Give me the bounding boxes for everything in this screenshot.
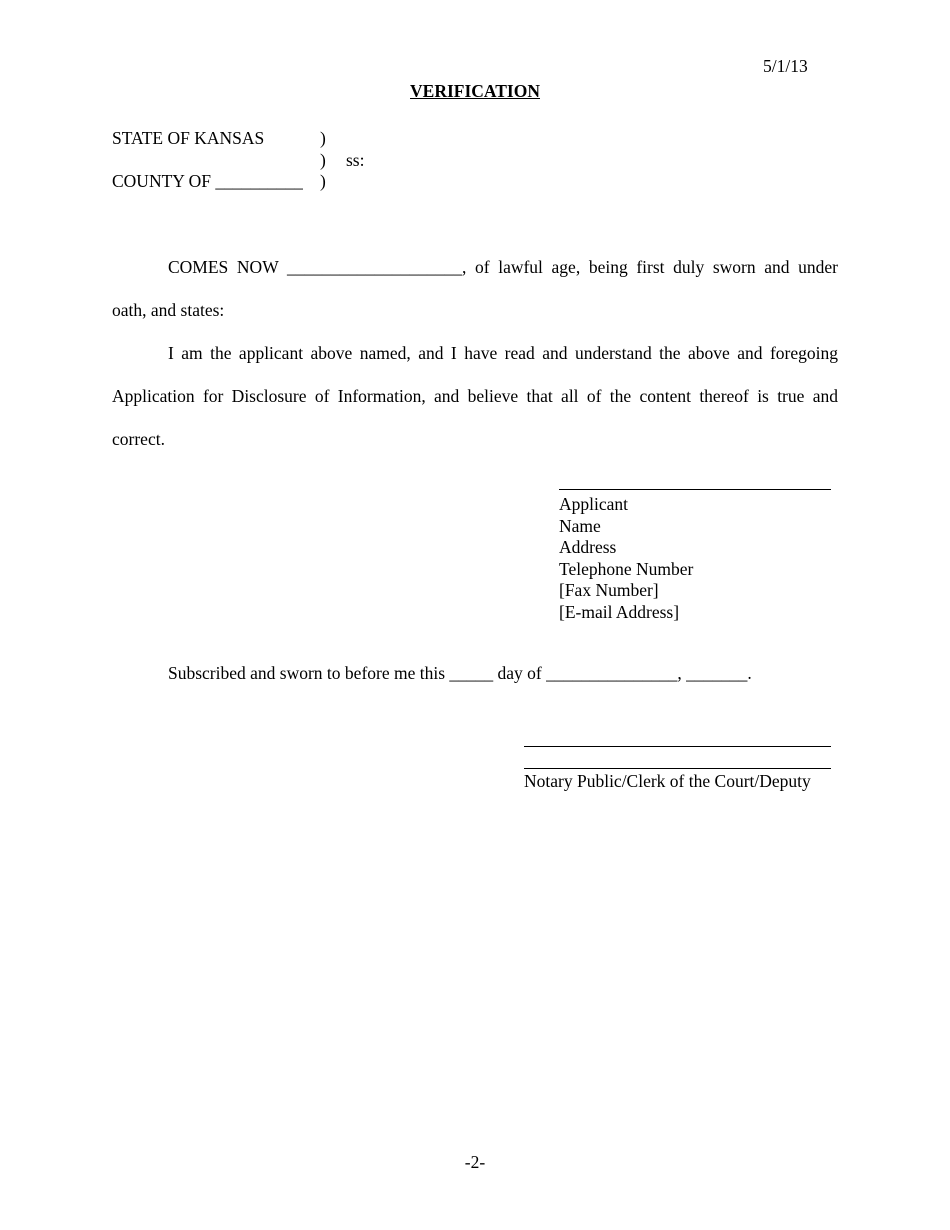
applicant-block [559, 494, 693, 624]
statement-line: correct. [112, 429, 165, 449]
applicant-block-line: Telephone Number [559, 558, 694, 579]
caption-paren: ) [320, 150, 326, 170]
applicant-block-line: [Fax Number] [559, 580, 659, 601]
applicant-block-line: Applicant [559, 494, 629, 514]
applicant-block-line: Name [559, 515, 601, 536]
comes-now-line: COMES NOW ____________________, of lawful age, being first duly sworn and under [168, 257, 838, 277]
page-title: VERIFICATION [410, 81, 540, 101]
caption-state: STATE OF KANSAS [112, 128, 265, 148]
jurat-statement: Subscribed and sworn to before me this _____ day of _______________, _______. [168, 663, 752, 683]
notary-signature-line [524, 746, 831, 747]
caption-ss: ss: [346, 150, 365, 170]
notary-name-line [524, 768, 831, 769]
caption-county: COUNTY OF __________ [112, 171, 303, 191]
applicant-signature-line [559, 489, 831, 490]
statement-line: Application for Disclosure of Information, and believe that all of the content thereof is true and [112, 386, 838, 406]
statement-line: I am the applicant above named, and I have read and understand the above and foregoing [168, 343, 838, 363]
caption-paren: ) [320, 171, 326, 191]
applicant-block-line: Address [559, 537, 617, 558]
page-number: -2- [464, 1152, 486, 1172]
comes-now-line: oath, and states: [112, 300, 225, 320]
notary-label: Notary Public/Clerk of the Court/Deputy [524, 771, 811, 791]
caption-paren: ) [320, 128, 326, 148]
applicant-block-line: [E-mail Address] [559, 601, 680, 622]
document-date: 5/1/13 [763, 56, 808, 76]
